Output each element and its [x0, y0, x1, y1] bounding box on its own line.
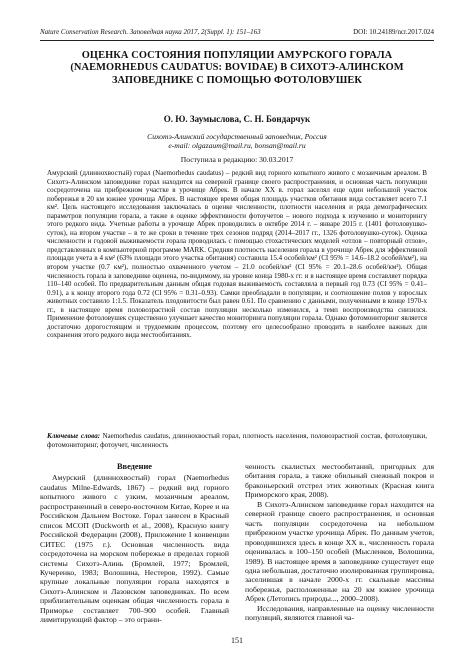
intro-paragraph-3: В Сихотэ-Алинском заповеднике горал находится на северной границе своего распространения, и основная часть популяции сосредоточена на небольшом прибрежном участке урочища Абрек. По данным учетов, проводившихся здесь в конце XX в., численность горала оценивалась в 100–150 особей (Мысленков, Волошина, 1989). В настоящее время в заповеднике существует еще одна небольшая, достаточно изолированная группировка, заселившая в начале 2000-х гг. скальные массивы побережья, расположенные на 20 км южнее урочища Абрек (Летопись природы..., 2000–2008). [245, 499, 434, 604]
keywords-text: Naemorhedus caudatus, длиннохвостый горал, плотность населения, половозрастной состав, фотоловушки, фотомониторинг, фотоучет, численность [47, 432, 427, 449]
abstract: Амурский (длиннохвостый) горал (Naemorhedus caudatus) – редкий вид горного копытного живого с мозаичным ареалом. В Сихотэ-Алинском заповеднике горал находится на северной границе своего распространения, и основная часть популяции сосредоточена на прибрежном участке в урочище Абрек. В начале XX в. горал заселял еще один небольшой участок побережья в 20 км южнее урочища Абрек. В настоящее время общая площадь участков обитания вида составляет всего 7.1 км². Цель настоящего исследования заключалась в оценке численности, плотности населения и ряда демографических параметров популяции горала, а также в оценке эффективности фотоучетов – нового подхода к изучению и мониторингу этого редкого вида. Учетные работы в урочище Абрек проводились в октябре 2014 г. – январе 2015 г. (1401 фотоловушко-суток), на втором участке – в те же сроки в течение трех сезонов подряд (2014–2017 гг., 1326 фотоловушко-суток). Оценка численности и годовой выживаемости горала проводилась с помощью стохастических моделей «отлов – повторный отлов», представленных в компьютерной программе MARK. Средняя плотность населения горала в урочище Абрек для эффективной площади учета в 4 км² (63% площади этого участка обитания) составила 15.4 особей/км² (CI 95% = 14.6–18.2 особей/км²), на втором участке (0.7 км²), полностью охваченного учетом – 21.0 особей/км² (CI 95% = 20.1–28.6 особей/км²). Общая численность горала в заповеднике оценена, по-видимому, на уровне конца 1980-х гг. и в настоящее время составляет порядка 110–140 особей. По предварительным данным общая годовая выживаемость составляла в первый год 0.73 (CI 95% = 0.41–0.91), а к концу второго года 0.72 (CI 95% = 0.31–0.93). Самки преобладали в популяции, и соотношение полов у взрослых животных составило 1:1.5. Показатель плодовитости был равен 0.61. По сравнению с данными, полученными в конце 1970-х гг., в настоящее время половозрастной состав популяции несколько изменился, а темп воспроизводства снизился. Применение фотоловушек существенно улучшает качество мониторинга популяции горала. Однако фотомониторинг является достаточно дорогостоящим и трудоемким процессом, поэтому его целесообразно проводить в наиболее важных для сохранения этого редкого вида местообитаниях. [47, 169, 427, 340]
authors: О. Ю. Заумыслова, С. Н. Бондарчук [163, 114, 311, 124]
affiliation: Сихотэ-Алинский государственный заповедник, Россия [147, 132, 327, 141]
doi: DOI: 10.24189/ncr.2017.024 [353, 28, 434, 36]
header-rule [40, 40, 434, 41]
intro-paragraph-2: ченность скалистых местообитаний, пригодных для обитания горала, а также обильный снежный покров и браконьерский отстрел этих животных (Красная книга Приморского края, 2008). [245, 462, 434, 500]
right-column [245, 462, 434, 623]
email[interactable]: e-mail: olgazaum@mail.ru, bonsan@mail.ru [168, 141, 306, 151]
journal-citation: Nature Conservation Research. Заповедная наука 2017, 2(Suppl. 1): 151–163 [40, 28, 261, 36]
keywords [47, 432, 427, 449]
left-column [40, 462, 229, 625]
running-head [40, 28, 434, 37]
affiliation-block [40, 132, 434, 150]
intro-paragraph-4: Исследования, направленные на оценку численности популяций, являются главной ча- [245, 603, 434, 623]
title-line-3: ЗАПОВЕДНИКЕ С ПОМОЩЬЮ ФОТОЛОВУШЕК [111, 74, 363, 86]
intro-paragraph-1: Амурский (длиннохвостый) горал (Naemorhedus caudatus Milne-Edwards, 1867) – редкий вид горного копытного живого с узким, мозаичным ареалом, распространенный в северо-восточном Китае, Корее и на Российском Дальнем Востоке. Горал занесен в Красный список МСОП (Duckworth et al., 2008), Красную книгу Российской Федерации (2008), Приложение I конвенции СИТЕС (1975 г.). Основная численность вида сосредоточена на морском побережье в пределах горной системы Сихотэ-Алинь (Бромлей, 1977; Бромлей, Кучеренко, 1983; Волошина, Нестеров, 1992). Самые крупные локальные популяции горала находятся в Сихотэ-Алинском и Лазовском заповедниках. По всем приблизительным оценкам общая численность горала в Приморье составляет 700–900 особей. Главный лимитирующий фактор – это ограни- [40, 473, 229, 625]
page-number: 151 [231, 636, 243, 645]
received-date: Поступила в редакцию: 30.03.2017 [180, 155, 294, 164]
keywords-label: Ключевые слова: [47, 432, 101, 440]
intro-heading: Введение [116, 462, 153, 471]
article-title [40, 50, 434, 87]
title-line-2: (NAEMORHEDUS CAUDATUS: BOVIDAE) В СИХОТЭ-АЛИНСКОМ [70, 62, 404, 74]
title-line-1: ОЦЕНКА СОСТОЯНИЯ ПОПУЛЯЦИИ АМУРСКОГО ГОРАЛА [81, 50, 393, 61]
